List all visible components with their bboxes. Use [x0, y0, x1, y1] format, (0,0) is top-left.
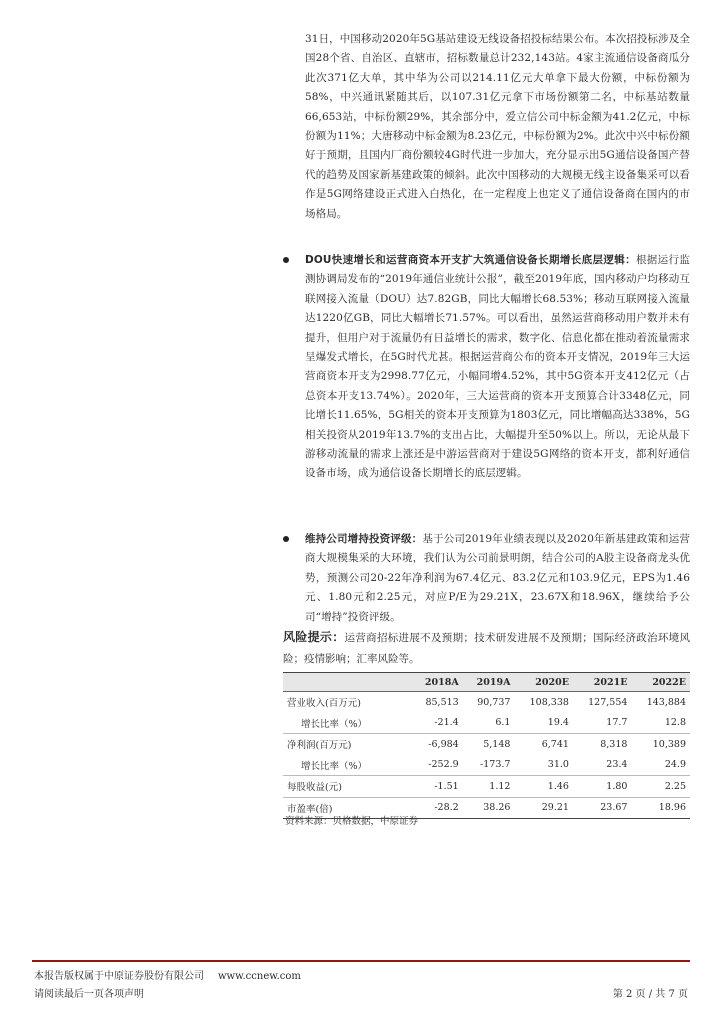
table-cell: 127,554 [588, 696, 628, 708]
table-header-cell: 2021E [573, 673, 632, 692]
table-header-cell: 2019A [463, 673, 515, 692]
bullet-body [305, 251, 690, 484]
bullet-dou-growth [283, 251, 690, 484]
table-cell: 2.25 [631, 776, 690, 798]
risk-title: 风险提示： [283, 630, 345, 644]
row-label: 每股收益(元) [283, 776, 411, 798]
table-row [283, 755, 690, 776]
table-header-cell [283, 673, 411, 692]
table-row [283, 713, 690, 734]
row-label: 净利润(百万元) [287, 740, 352, 752]
row-label: 增长比率（%） [283, 713, 411, 734]
table-row [283, 692, 690, 713]
table-cell: 23.67 [573, 797, 632, 819]
bullet-text: 根据运行监测协调局发布的“2019年通信业统计公报”，截至2019年底，国内移动户均移动互联网接入流量（DOU）达7.82GB，同比大幅增长68.53%；移动互联网接入流量达1220亿GB，同比大幅增长71.57%。可以看出，虽然运营商移动用户数并未有提升，但用户对于流量仍有日益增长的需求，数字化、信息化都在推动着流量需求呈爆发式增长，在5G时代尤甚。根据运营商公布的资本开支情况，2019年三大运营商资本开支为2998.77亿元，小幅同增4.52%，其中5G资本开支412亿元（占总资本开支13.74%）。2020年，三大运营商的资本开支预算合计3348亿元，同比增长11.65%，5G相关的资本开支预算为1803亿元，同比增幅高达338%，5G相关投资从2019年13.7%的支出占比，大幅提升至50%以上。所以，无论从最下游移动流量的需求上涨还是中游运营商对于建设5G网络的资本开支，都利好通信设备市场，成为通信设备长期增长的底层逻辑。 [305, 254, 690, 480]
table-cell: 8,318 [600, 738, 628, 750]
row-label: 营业收入(百万元) [287, 698, 361, 710]
table-cell: 10,389 [652, 738, 686, 750]
footer-page-number: 第 2 页 / 共 7 页 [612, 989, 688, 1000]
footer-website-link[interactable]: www.ccnew.com [218, 971, 301, 982]
table-header-cell: 2018A [411, 673, 463, 692]
table-header-cell: 2020E [514, 673, 573, 692]
table-cell: 19.4 [514, 713, 573, 734]
table-row [283, 776, 690, 798]
bullet-body [305, 530, 690, 627]
table-header-row [283, 673, 690, 692]
table-cell: -252.9 [411, 755, 463, 776]
table-cell: 12.8 [631, 713, 690, 734]
table-cell: 18.96 [631, 797, 690, 819]
table-cell: 5,148 [483, 738, 511, 750]
table-cell: 90,737 [477, 696, 511, 708]
table-cell: 31.0 [514, 755, 573, 776]
table-cell: -6,984 [428, 738, 459, 750]
table-cell: 29.21 [514, 797, 573, 819]
table-cell: 1.46 [514, 776, 573, 798]
bullet-title: 维持公司增持投资评级： [305, 533, 423, 545]
intro-paragraph: 31日，中国移动2020年5G基站建设无线设备招投标结果公布。本次招投标涉及全国28个省、自治区、直辖市，招标数量总计232,143站。4家主流通信设备商瓜分此次371亿大单，其中华为公司以214.11亿元大单拿下最大份额，中标份额为58%，中兴通讯紧随其后，以107.31亿元拿下市场份额第二名，中标基站数量66,653站，中标份额29%，其余部分中，爱立信公司中标金额为41.2亿元，中标份额为11%；大唐移动中标金额为8.23亿元，中标份额为2%。此次中兴中标份额好于预期，且国内厂商份额较4G时代进一步加大，充分显示出5G通信设备国产替代的趋势及国家新基建政策的倾斜。此次中国移动的大规模无线主设备集采可以看作是5G网络建设正式进入白热化，在一定程度上也定义了通信设备商在国内的市场格局。 [305, 33, 690, 220]
table-row [283, 734, 690, 755]
table-cell: 143,884 [646, 696, 686, 708]
table-cell: -1.51 [411, 776, 463, 798]
table-cell: -173.7 [463, 755, 515, 776]
risk-text: 运营商招标进展不及预期；技术研发进展不及预期；国际经济政治环境风险；疫情影响；汇率风险等。 [283, 632, 690, 665]
row-label: 市盈率(倍) [283, 797, 411, 819]
table-header-cell: 2022E [631, 673, 690, 692]
table-cell: 1.80 [573, 776, 632, 798]
row-label: 增长比率（%） [283, 755, 411, 776]
bullet-rating [283, 530, 690, 627]
bullet-dot-icon [283, 536, 289, 542]
financial-forecast-table [283, 672, 690, 819]
table-cell: -28.2 [411, 797, 463, 819]
bullet-title: DOU快速增长和运营商资本开支扩大筑通信设备长期增长底层逻辑： [305, 254, 636, 266]
table-cell: 85,513 [425, 696, 459, 708]
table-cell: 23.4 [573, 755, 632, 776]
bullet-text: 基于公司2019年业绩表现以及2020年新基建政策和运营商大规模集采的大环境，我们认为公司前景明朗，结合公司的A股主设备商龙头优势，预测公司20-22年净利润为67.4亿元、83.2亿元和103.9亿元，EPS为1.46元、1.80元和2.25元，对应P/E为29.21X，23.67X和18.96X，继续给予公司“增持”投资评级。 [305, 533, 690, 623]
table-cell: 6.1 [463, 713, 515, 734]
footer-copyright: 本报告版权属于中原证券股份有限公司 [34, 971, 204, 982]
table-source-note: 资料来源：贝格数据，中原证券 [285, 816, 419, 827]
footer-copyright-line [34, 967, 301, 982]
table-cell: 6,741 [541, 738, 569, 750]
table-cell: 108,338 [529, 696, 569, 708]
bullet-dot-icon [283, 257, 289, 263]
footer-rule [32, 960, 690, 962]
table-cell: 1.12 [463, 776, 515, 798]
footer-disclaimer: 请阅读最后一页各项声明 [34, 989, 144, 1000]
table-cell: 38.26 [463, 797, 515, 819]
table-cell: -21.4 [411, 713, 463, 734]
table-cell: 24.9 [631, 755, 690, 776]
risk-warning [283, 627, 690, 670]
table-cell: 17.7 [573, 713, 632, 734]
